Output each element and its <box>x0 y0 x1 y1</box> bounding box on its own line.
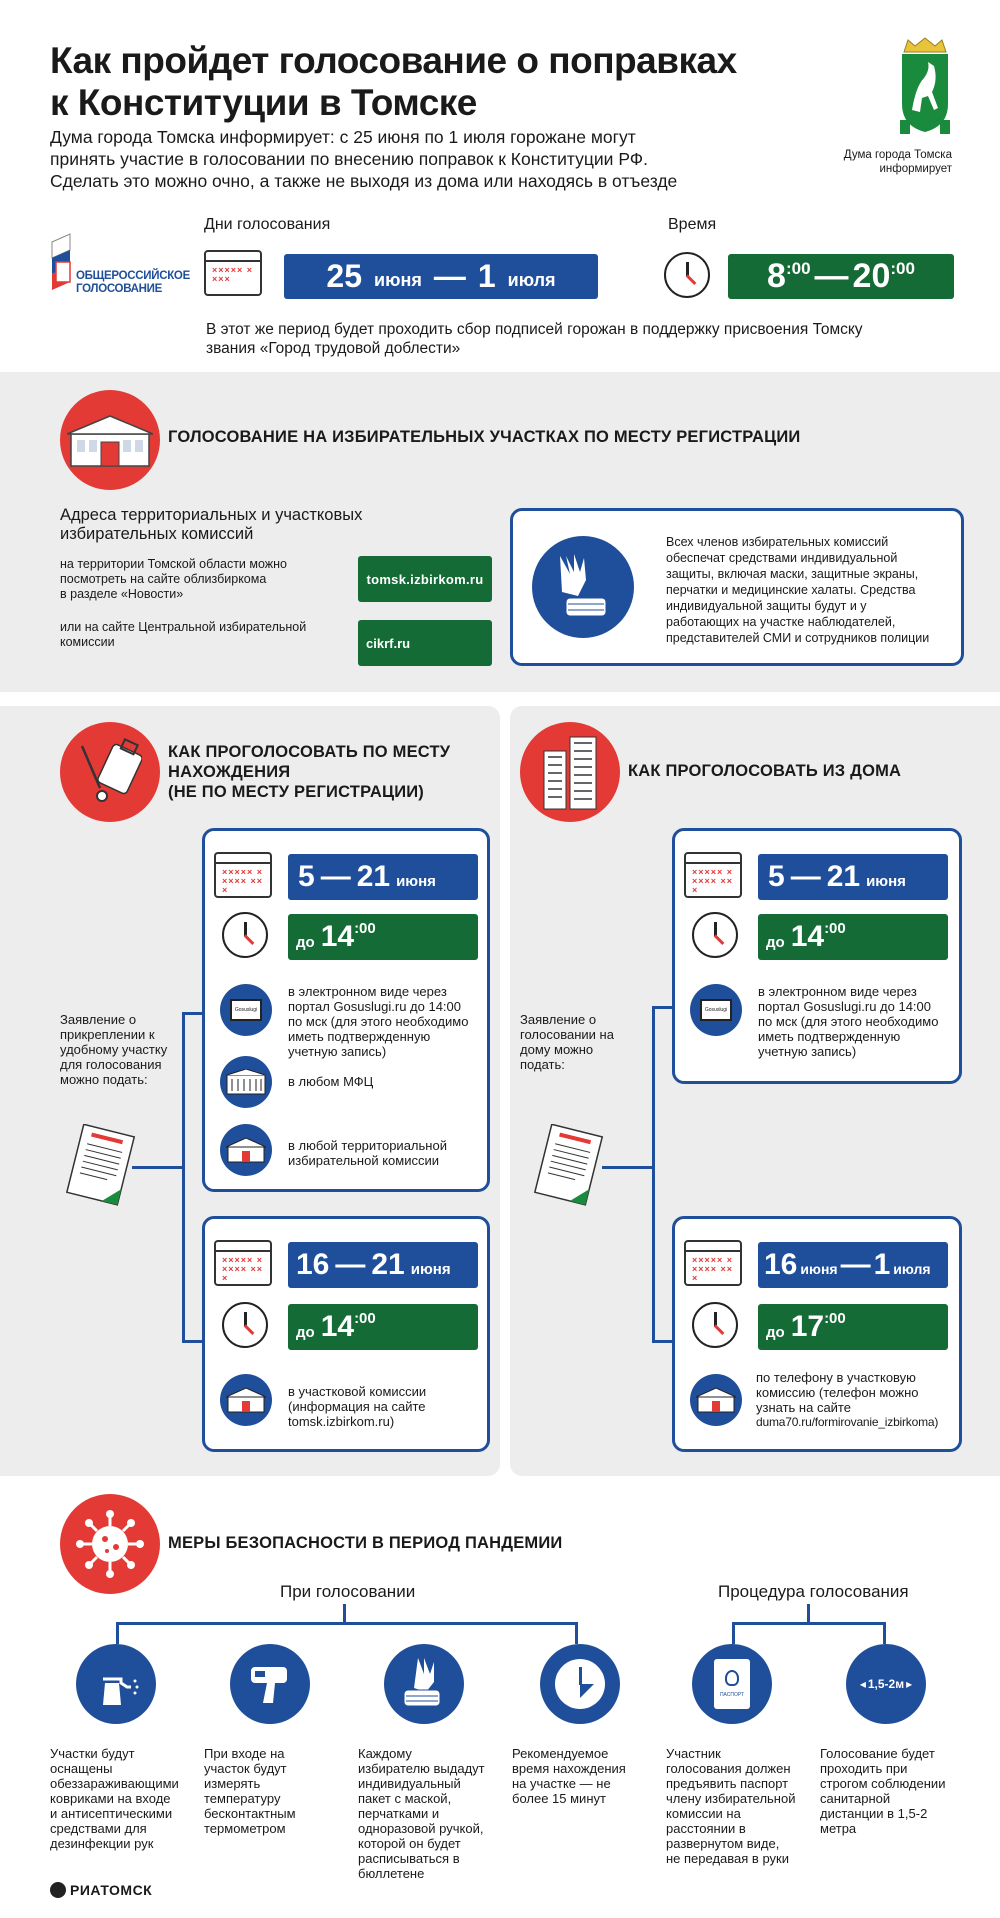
calendar-icon: ××××× ××××× ××× <box>684 852 742 898</box>
calendar-icon: ××××× ××××× ××× <box>214 852 272 898</box>
clock-icon <box>692 1302 738 1348</box>
safety-line: перчатками и <box>358 1806 440 1821</box>
voting-days-badge <box>284 254 598 299</box>
safety-line: оснащены <box>50 1761 113 1776</box>
option-line: по телефону в участковую <box>756 1370 916 1385</box>
apply-line: прикреплении к <box>60 1027 155 1042</box>
site1-note-line: на территории Томской области можно <box>60 557 287 571</box>
bracket-line <box>116 1622 578 1625</box>
date-from: 16 <box>764 1248 798 1281</box>
site2-note <box>60 620 306 650</box>
safety-text-5 <box>666 1746 820 1866</box>
option-line: tomsk.izbirkom.ru) <box>288 1414 395 1429</box>
clock-icon <box>222 1302 268 1348</box>
apply-line: подать: <box>520 1057 565 1072</box>
safety-line: не передавая в руки <box>666 1851 789 1866</box>
date-dash: — <box>790 860 821 893</box>
logo-line: ГОЛОСОВАНИЕ <box>76 283 162 295</box>
date-to: 1 <box>477 258 496 294</box>
registration-title: ГОЛОСОВАНИЕ НА ИЗБИРАТЕЛЬНЫХ УЧАСТКАХ ПО МЕСТУ РЕГИСТРАЦИИ <box>168 428 801 446</box>
safety-line: Голосование будет <box>820 1746 935 1761</box>
connector-line <box>182 1340 204 1343</box>
gloves-icon <box>384 1644 464 1724</box>
location-title <box>168 742 450 802</box>
apply-line: удобному участку <box>60 1042 168 1057</box>
date-to: 21 <box>356 860 391 893</box>
time-hour: 14 <box>320 1310 355 1343</box>
ppe-line: индивидуальной защиты будут и у <box>666 599 867 613</box>
time-from-sup: :00 <box>785 259 811 278</box>
site1-note-line: посмотреть на сайте облизбиркома <box>60 572 267 586</box>
option-line: портал Gosuslugi.ru до 14:00 <box>758 999 931 1014</box>
home-card-2-date <box>758 1242 948 1288</box>
option-line: узнать на сайте <box>756 1400 851 1415</box>
bracket-line <box>343 1604 346 1624</box>
calendar-icon: ××××× ×××× <box>204 250 262 296</box>
date-month: июня <box>866 872 906 890</box>
clock-icon <box>692 912 738 958</box>
location-card-2-time <box>288 1304 478 1350</box>
group-label-procedure: Процедура голосования <box>718 1582 909 1601</box>
safety-line: одноразовой ручкой, <box>358 1821 484 1836</box>
safety-line: комиссии на <box>666 1806 741 1821</box>
site2-note-line: комиссии <box>60 635 115 649</box>
safety-line: предъявить паспорт <box>666 1776 789 1791</box>
date-from-month: июня <box>374 270 422 290</box>
location-card-1-option-1 <box>288 984 468 1059</box>
connector-line <box>132 1166 182 1169</box>
option-line: (информация на сайте <box>288 1399 426 1414</box>
safety-line: расстоянии в <box>666 1821 746 1836</box>
safety-text-3 <box>358 1746 508 1881</box>
clock-icon <box>222 912 268 958</box>
date-month: июня <box>410 1260 451 1278</box>
safety-line: средствами для <box>50 1821 147 1836</box>
ballot-logo-text <box>76 270 190 296</box>
safety-text-2 <box>204 1746 354 1836</box>
distance-label: 1,5-2м <box>867 1677 905 1691</box>
time-hour: 14 <box>790 920 825 953</box>
date-month: июня <box>396 872 436 890</box>
time-prefix: до <box>766 1323 785 1341</box>
option-line: учетную запись) <box>758 1044 857 1059</box>
option-line: иметь подтвержденную <box>288 1029 431 1044</box>
home-apply-text <box>520 1012 614 1072</box>
addresses-heading <box>60 506 362 544</box>
duma-caption <box>836 148 952 176</box>
safety-line: Участник <box>666 1746 721 1761</box>
time-sup: :00 <box>824 920 846 937</box>
location-card-2-date <box>288 1242 478 1288</box>
option-line: избирательной комиссии <box>288 1153 439 1168</box>
signatures-note-line: звания «Город трудовой доблести» <box>206 340 461 357</box>
home-card-1-date <box>758 854 948 900</box>
suitcase-icon <box>60 722 160 822</box>
safety-line: При входе на <box>204 1746 285 1761</box>
safety-line: пакет с маской, <box>358 1791 452 1806</box>
connector-line <box>182 1012 185 1342</box>
addresses-line: избирательных комиссий <box>60 525 254 543</box>
footer-brand: РИАТОМСК <box>70 1882 153 1898</box>
gosuslugi-monitor-icon: Gosuslugi <box>690 984 742 1036</box>
time-sup: :00 <box>354 920 376 937</box>
time-to-sup: :00 <box>890 259 915 278</box>
distance-icon: ◂ 1,5-2м ▸ <box>846 1644 926 1724</box>
safety-line: санитарной <box>820 1791 891 1806</box>
option-line: в электронном виде через <box>758 984 917 999</box>
date-from: 5 <box>298 860 315 893</box>
home-card-1-option-1 <box>758 984 938 1059</box>
location-title-line: НАХОЖДЕНИЯ <box>168 763 291 781</box>
location-title-line: КАК ПРОГОЛОСОВАТЬ ПО МЕСТУ <box>168 743 451 761</box>
riatomsk-logo-icon <box>50 1882 66 1898</box>
date-from: 16 <box>296 1248 330 1281</box>
lead-line: Сделать это можно очно, а также не выходя из дома или находясь в отъезде <box>50 171 678 191</box>
date-month-to: июля <box>893 1261 931 1277</box>
date-to: 21 <box>371 1248 405 1281</box>
time-prefix: до <box>766 933 785 951</box>
time-prefix: до <box>296 1323 315 1341</box>
polling-station-icon <box>220 1374 272 1426</box>
safety-line: более 15 минут <box>512 1791 606 1806</box>
safety-line: обеззараживающими <box>50 1776 179 1791</box>
date-from: 5 <box>768 860 785 893</box>
time-to: 20 <box>852 257 891 295</box>
date-month-from: июня <box>800 1261 838 1277</box>
date-to: 1 <box>873 1248 891 1281</box>
safety-line: на участке — не <box>512 1776 611 1791</box>
title-line-1: Как пройдет голосование о поправках <box>50 40 737 81</box>
voting-time-label: Время <box>668 216 717 233</box>
location-card-2-option-1 <box>288 1384 426 1429</box>
safety-line: ковриками на входе <box>50 1791 171 1806</box>
lead-text <box>50 126 677 192</box>
title-line-2: к Конституции в Томске <box>50 82 477 123</box>
application-form-icon <box>62 1124 142 1210</box>
safety-line: измерять <box>204 1776 261 1791</box>
option-line: по мск (для этого необходимо <box>758 1014 939 1029</box>
buildings-icon <box>520 722 620 822</box>
tomsk-coat-of-arms-icon <box>898 36 952 136</box>
safety-line: бюллетене <box>358 1866 425 1881</box>
site1-note <box>60 557 287 602</box>
date-dash: — <box>433 258 466 294</box>
location-title-line: (НЕ ПО МЕСТУ РЕГИСТРАЦИИ) <box>168 783 425 801</box>
ppe-line: защиты, включая маски, защитные экраны, <box>666 567 919 581</box>
safety-line: дистанции в 1,5-2 <box>820 1806 928 1821</box>
date-dash: — <box>320 860 351 893</box>
connector-line <box>182 1012 204 1015</box>
safety-text-4 <box>512 1746 662 1806</box>
time-prefix: до <box>296 933 315 951</box>
date-from: 25 <box>326 258 363 294</box>
time-sup: :00 <box>354 1310 376 1327</box>
safety-title: МЕРЫ БЕЗОПАСНОСТИ В ПЕРИОД ПАНДЕМИИ <box>168 1534 563 1552</box>
passport-icon <box>692 1644 772 1724</box>
safety-line: голосования должен <box>666 1761 791 1776</box>
home-card-1-time <box>758 914 948 960</box>
virus-icon <box>60 1494 160 1594</box>
safety-line: которой он будет <box>358 1836 461 1851</box>
ppe-line: обеспечат средствами индивидуальной <box>666 551 898 565</box>
location-card-1-option-2: в любом МФЦ <box>288 1074 374 1089</box>
gosuslugi-monitor-icon: Gosuslugi <box>220 984 272 1036</box>
safety-line: бесконтактным <box>204 1806 296 1821</box>
lead-line: Дума города Томска информирует: с 25 июня по 1 июля горожане могут <box>50 127 636 147</box>
option-line: в участковой комиссии <box>288 1384 427 1399</box>
option-line: в любой территориальной <box>288 1138 447 1153</box>
polling-station-icon <box>60 390 160 490</box>
logo-line: ОБЩЕРОССИЙСКОЕ <box>76 270 190 282</box>
clock-icon <box>664 252 710 298</box>
duma-caption-line: информирует <box>879 163 952 175</box>
voting-days-label: Дни голосования <box>204 216 331 233</box>
safety-line: температуру <box>204 1791 281 1806</box>
location-card-1-time <box>288 914 478 960</box>
calendar-icon: ××××× ××××× ××× <box>214 1240 272 1286</box>
mfc-building-icon <box>220 1056 272 1108</box>
safety-text-6 <box>820 1746 970 1836</box>
option-line: учетную запись) <box>288 1044 387 1059</box>
option-line: портал Gosuslugi.ru до 14:00 <box>288 999 461 1014</box>
bracket-line <box>732 1622 735 1644</box>
safety-line: проходить при <box>820 1761 908 1776</box>
polling-station-icon <box>220 1124 272 1176</box>
duma-caption-line: Дума города Томска <box>843 149 952 161</box>
location-apply-text <box>60 1012 167 1087</box>
safety-line: дезинфекции рук <box>50 1836 154 1851</box>
time-hour: 14 <box>320 920 355 953</box>
sprayer-icon <box>76 1644 156 1724</box>
polling-station-icon <box>690 1374 742 1426</box>
calendar-icon: ××××× ××××× ××× <box>684 1240 742 1286</box>
home-card-2-option-1 <box>756 1370 960 1430</box>
safety-line: Каждому <box>358 1746 412 1761</box>
ppe-text <box>666 534 929 646</box>
lead-line: принять участие в голосовании по внесению поправок к Конституции РФ. <box>50 149 648 169</box>
safety-line: избирателю выдадут <box>358 1761 485 1776</box>
option-line: в электронном виде через <box>288 984 447 999</box>
ppe-line: перчатки и медицинские халаты. Средства <box>666 583 916 597</box>
addresses-line: Адреса территориальных и участковых <box>60 506 363 524</box>
page-title <box>50 40 737 124</box>
safety-line: строгом соблюдении <box>820 1776 946 1791</box>
safety-line: члену избирательной <box>666 1791 796 1806</box>
apply-line: Заявление о <box>520 1012 597 1027</box>
date-to-month: июля <box>507 270 556 290</box>
apply-line: Заявление о <box>60 1012 137 1027</box>
connector-line <box>652 1006 655 1342</box>
date-dash: — <box>840 1248 871 1281</box>
connector-line <box>652 1340 674 1343</box>
site1-note-line: в разделе «Новости» <box>60 587 184 601</box>
safety-line: участок будут <box>204 1761 287 1776</box>
voting-time-badge <box>728 254 954 299</box>
safety-line: время нахождения <box>512 1761 626 1776</box>
date-dash: — <box>335 1248 366 1281</box>
gloves-mask-icon <box>532 536 634 638</box>
bracket-line <box>807 1604 810 1624</box>
safety-line: Рекомендуемое <box>512 1746 609 1761</box>
site2-note-line: или на сайте Центральной избирательной <box>60 620 307 634</box>
ppe-line: представителей СМИ и сотрудников полиции <box>666 631 930 645</box>
time-from: 8 <box>767 257 786 295</box>
apply-line: для голосования <box>60 1057 162 1072</box>
timer-icon <box>540 1644 620 1724</box>
bracket-line <box>116 1622 119 1644</box>
connector-line <box>652 1006 674 1009</box>
home-title: КАК ПРОГОЛОСОВАТЬ ИЗ ДОМА <box>628 762 902 780</box>
bracket-line <box>575 1622 578 1644</box>
apply-line: дому можно <box>520 1042 594 1057</box>
group-label-voting: При голосовании <box>280 1582 416 1601</box>
thermometer-icon <box>230 1644 310 1724</box>
application-form-icon <box>530 1124 610 1210</box>
izbirkom-site-link[interactable]: tomsk.izbirkom.ru <box>358 556 492 602</box>
connector-line <box>602 1166 652 1169</box>
option-line: по мск (для этого необходимо <box>288 1014 469 1029</box>
signatures-note <box>206 320 863 358</box>
ballot-logo-icon <box>48 232 78 294</box>
location-card-1-option-3 <box>288 1138 447 1168</box>
riatomsk-logo <box>50 1882 152 1898</box>
safety-text-1 <box>50 1746 200 1851</box>
apply-line: голосовании на <box>520 1027 614 1042</box>
location-card-1-date <box>288 854 478 900</box>
option-line: комиссию (телефон можно <box>756 1385 919 1400</box>
option-line: иметь подтвержденную <box>758 1029 901 1044</box>
passport-label: ПАСПОРТ <box>719 1692 745 1698</box>
date-to: 21 <box>826 860 861 893</box>
safety-line: термометром <box>204 1821 286 1836</box>
bracket-line <box>883 1622 886 1644</box>
ppe-line: Всех членов избирательных комиссий <box>666 535 889 549</box>
apply-line: можно подать: <box>60 1072 148 1087</box>
time-hour: 17 <box>790 1310 825 1343</box>
safety-line: индивидуальный <box>358 1776 461 1791</box>
option-line: duma70.ru/formirovanie_izbirkoma) <box>756 1415 939 1429</box>
cikrf-site-link[interactable]: cikrf.ru <box>358 620 492 666</box>
home-card-2-time <box>758 1304 948 1350</box>
safety-line: и антисептическими <box>50 1806 173 1821</box>
safety-line: развернутом виде, <box>666 1836 780 1851</box>
ppe-line: работающих на участке наблюдателей, <box>666 615 896 629</box>
time-sup: :00 <box>824 1310 846 1327</box>
safety-line: метра <box>820 1821 857 1836</box>
signatures-note-line: В этот же период будет проходить сбор подписей горожан в поддержку присвоения Томску <box>206 321 863 338</box>
safety-line: Участки будут <box>50 1746 135 1761</box>
safety-line: расписываться в <box>358 1851 460 1866</box>
time-dash: — <box>814 257 849 295</box>
